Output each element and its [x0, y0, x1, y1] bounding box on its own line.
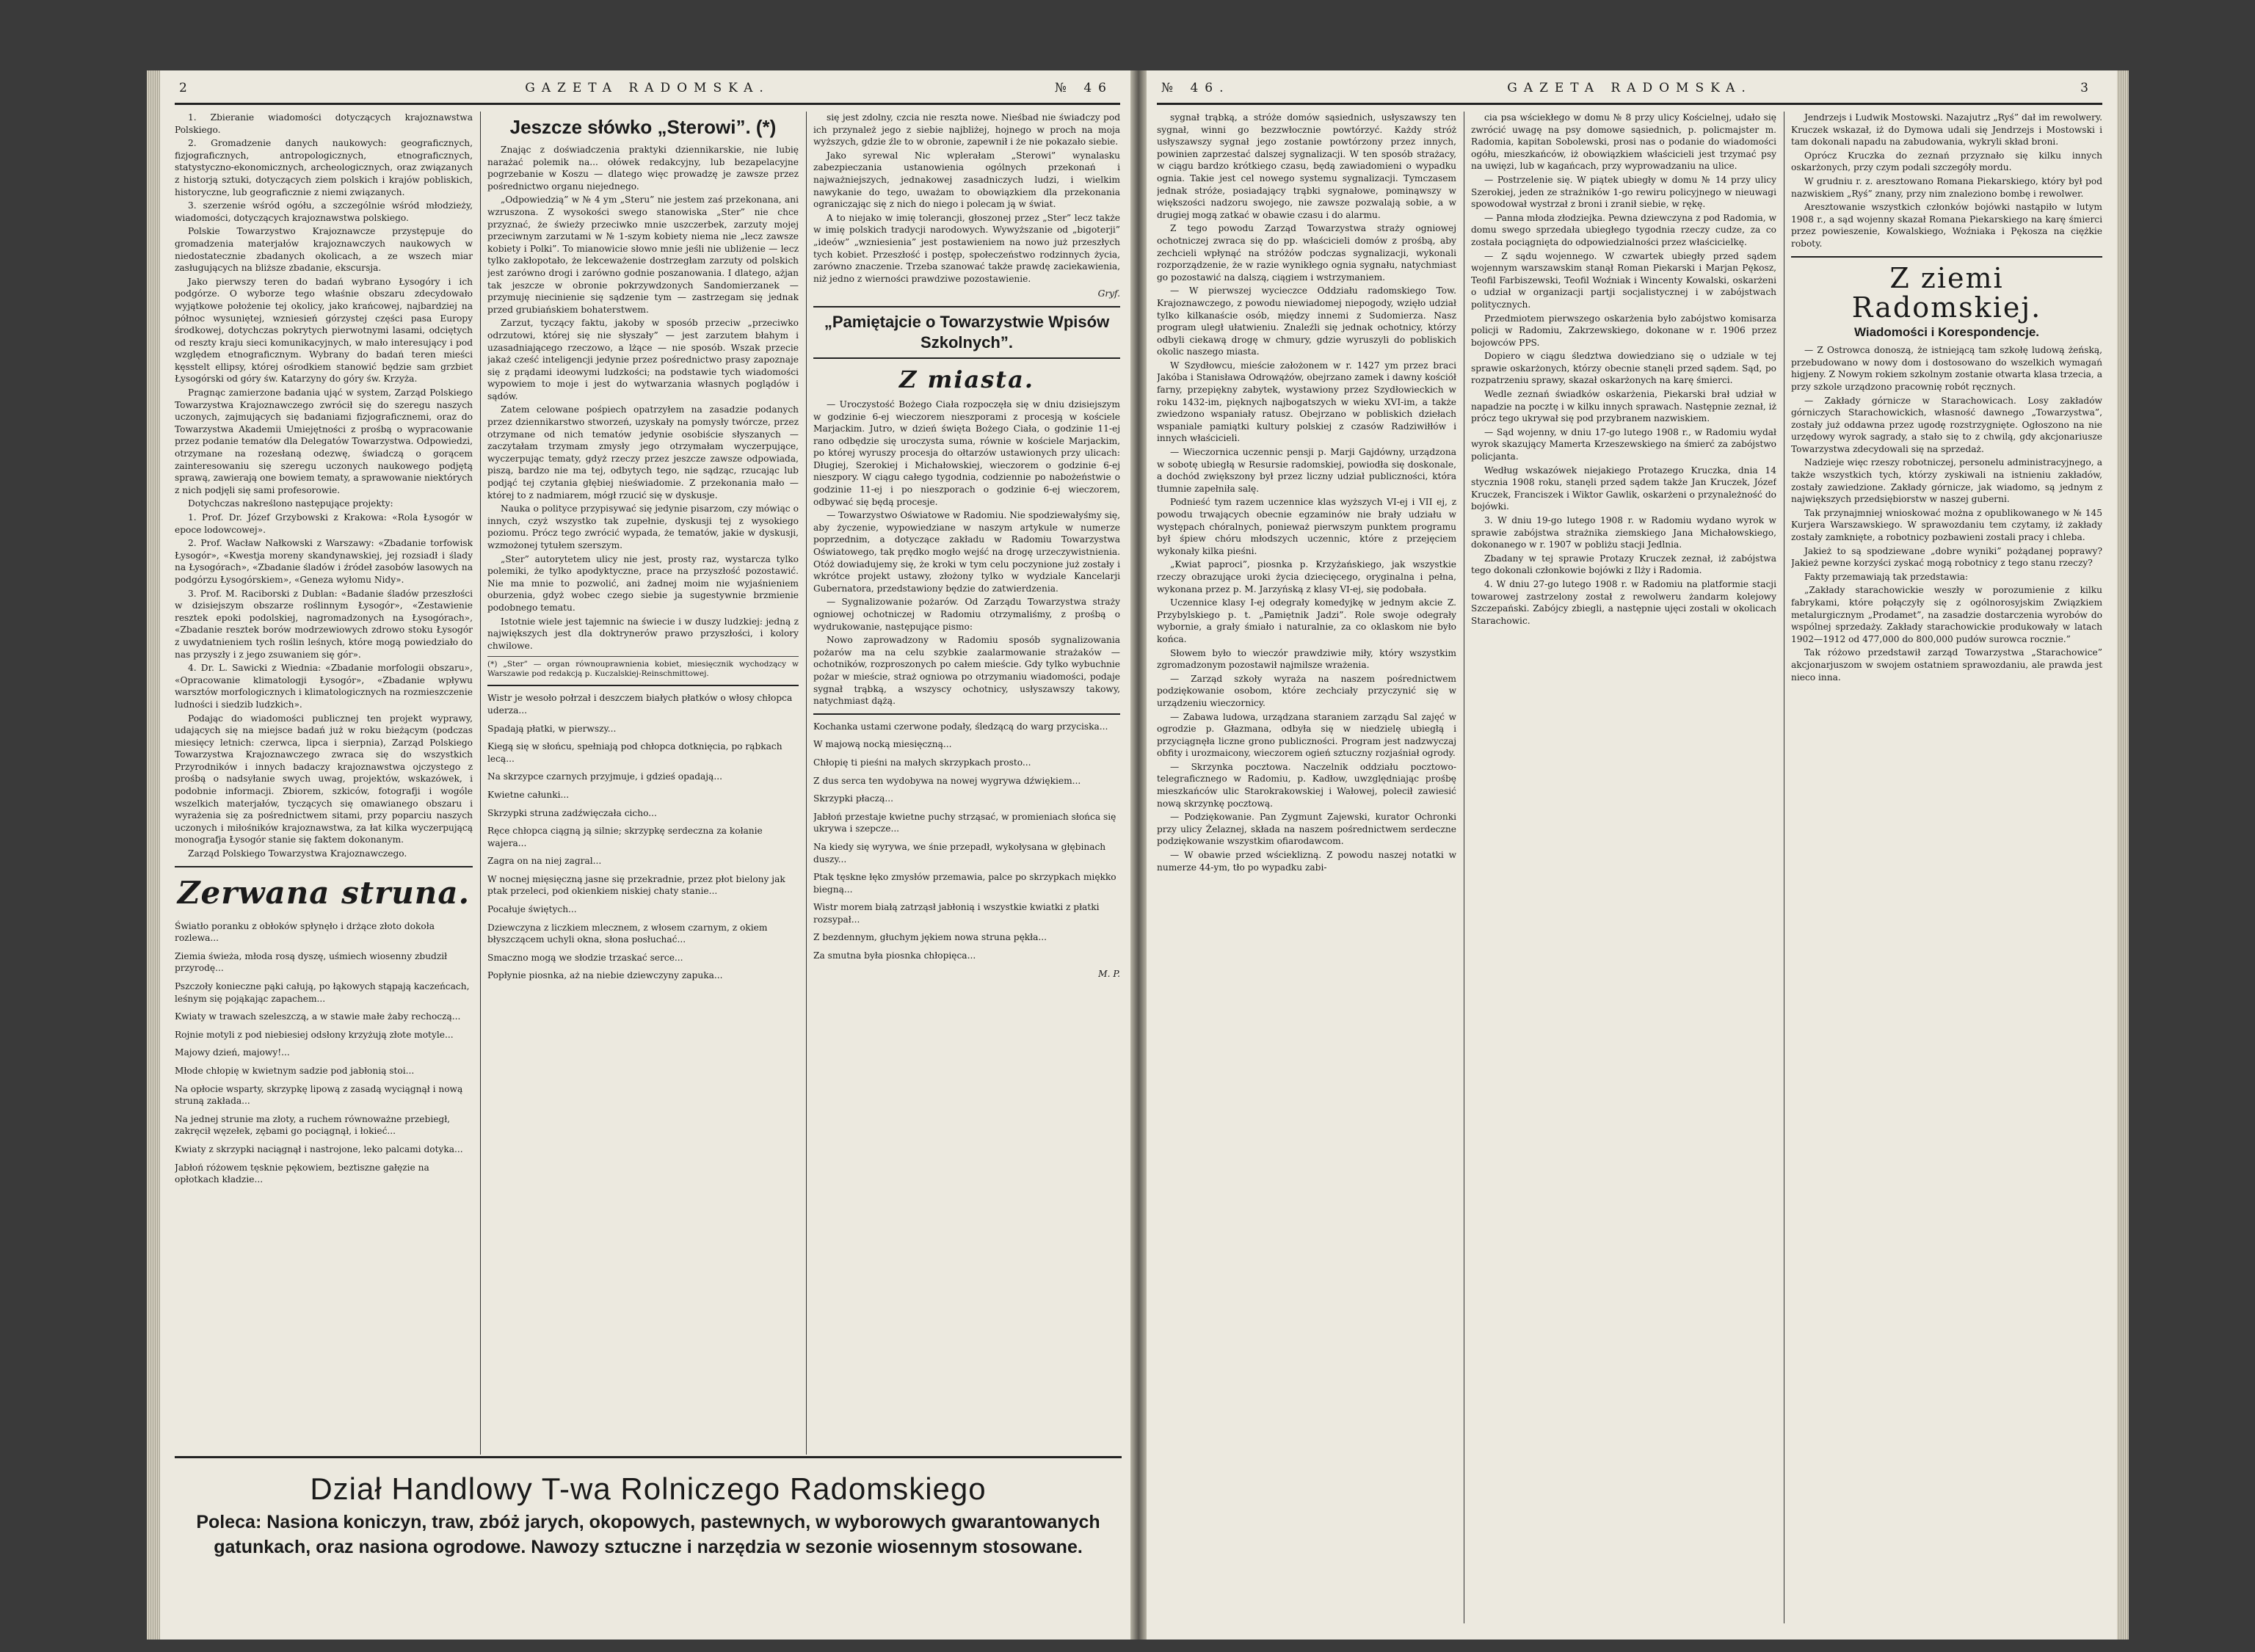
- news-item: 4. W dniu 27-go lutego 1908 r. w Radomiu na platformie stacji towarowej zastrzelony został z rewolweru żandarm kolejowy Szczepański. Zabójcy zbiegli, a następnie ujęci zostali w okolicach Starachowic.: [1471, 578, 1776, 626]
- left-col-3: [813, 112, 1120, 1455]
- ad-title: Dział Handlowy T-wa Rolniczego Radomskiego: [310, 1471, 987, 1506]
- poem-stanza: Na jednej strunie ma złoty, a ruchem równoważne przebiegł, zakręcił węzełek, zębami go pociągnął, i łokieć...: [175, 1113, 451, 1137]
- poem-stanza: Pocałuje świętych...: [487, 904, 577, 915]
- paragraph: Zarząd Polskiego Towarzystwa Krajoznawczego.: [188, 848, 407, 859]
- section-subtitle: Wiadomości i Korespondencje.: [1853, 324, 2040, 339]
- poem-stanza: Młode chłopię w kwietnym sadzie pod jabłonią stoi...: [175, 1065, 415, 1076]
- poem-stanza: Ręce chłopca ciągną ją silnie; skrzypkę serdeczna za kołanie wajera...: [487, 826, 763, 848]
- sterowi-article: [487, 144, 799, 652]
- poem-stanza: Skrzypki płaczą...: [813, 793, 893, 804]
- news-item: — Wieczornica uczennic pensji p. Marji Gajdówny, urządzona w sobotę ubiegłą w Resursie radomskiej, powiodła się doskonale, a dochód zwiększony był przez liczny udział publiczności, która tłumnie zapełniła salę.: [1157, 447, 1456, 494]
- poem-stanza: Rojnie motyli z pod niebiesiej odsłony krzyżują złote motyle...: [175, 1029, 454, 1040]
- poem-stanza: Skrzypki struna zadźwięczała cicho...: [487, 807, 657, 818]
- poem-stanza: Z dus serca ten wydobywa na nowej wygrywa dźwiękiem...: [813, 775, 1081, 786]
- left-page-header: [175, 81, 1120, 101]
- poem-stanza: Popłynie piosnka, aż na niebie dziewczyny zapuka...: [487, 970, 723, 981]
- page-number: 3: [2080, 81, 2095, 95]
- newspaper-title: GAZETA RADOMSKA.: [1507, 81, 1752, 95]
- left-page: [160, 70, 1135, 1640]
- page-edge-left: [147, 70, 160, 1640]
- news-item: — Z Ostrowca donoszą, że istniejącą tam szkołę ludową żeńską, przebudowano w nowy dom i dostosowano do wszelkich wymagań higjeny. Z Nowym rokiem szkolnym zostanie otwarta klasa trzecia, a przy szkole urządzono pracownię robót ręcznych.: [1791, 345, 2102, 392]
- poem-stanza: Ptak tęskne łęko zmysłów przemawia, palce po skrzypkach miękko biegną...: [813, 872, 1116, 895]
- paragraph: Dotychczas nakreślono następujące projekty:: [188, 498, 393, 509]
- book-gutter: [1130, 70, 1147, 1640]
- poem-stanza: Jabłoń przestaje kwietne puchy strząsać, w promieniach słońca się ukrywa i szepcze...: [813, 811, 1116, 834]
- news-item: — Zakłady górnicze w Starachowicach. Losy zakładów górniczych Starachowickich, własność dawnego „Towarzystwa”, zostały już oddawna przez ugodę rozstrzygnięte. Ogłoszono na nie urzędowy wyrok sagrady, a stało się to z chwilą, gdy akcjonariusze Towarzystwa zdecydowali się na sprzedaż.: [1791, 395, 2102, 454]
- sterowi-article-end: [813, 112, 1120, 285]
- news-item: — Z sądu wojennego. W czwartek ubiegły przed sądem wojennym warszawskim stanął Roman Piekarski i Marjan Pękosz, Teofil Farbiszewski, Teofil Woźniak i Wincenty Kowalski, oskarżeni o udział w organizacji partji socjalistycznej i w zabójstwach politycznych.: [1471, 250, 1776, 310]
- paragraph: Nauka o polityce przypisywać się jedynie pisarzom, czy mówiąc o innych, czyż wszystko tak zupełnie, dyskusji tej z wysokiego poziomu. Prócz tego zwrócić wypada, że tematów, jakie w dyskusji, wzmożonej tytułem szerszym.: [487, 503, 799, 550]
- sterowi-article-title: Jeszcze słówko „Sterowi”. (*): [509, 116, 777, 138]
- page-edge-right: [2117, 70, 2129, 1640]
- wpisy-szkolne-box: „Pamiętajcie o Towarzystwie Wpisów Szkolnych”.: [813, 306, 1120, 359]
- paragraph: „Ster” autorytetem ulicy nie jest, prosty raz, wystarcza tylko polemiki, że tylko apodyktyczne, prace na przyszłość pozostawić. Nie ma mnie to pozwolić, ani żadnej moim nie wyjaśnieniem oburzenia, gdyż wobec czego siebie ja sugestywnie brzmienie podobnego tematu.: [487, 553, 799, 613]
- newspaper-title: GAZETA RADOMSKA.: [525, 81, 770, 95]
- column-rule: [806, 112, 807, 1455]
- header-rule: [1157, 103, 2102, 105]
- news-item: Z tego powodu Zarząd Towarzystwa straży ogniowej ochotniczej zwraca się do pp. właścicieli domów z prośbą, aby zechcieli wpłynąć na stróżów podczas sygnalizacji, wykonali rozporządzenie, że w razie wynikłego ognia sygnału, natychmiast go pozostawić na dalszą, ciągiem i wstrzymaniem.: [1157, 223, 1456, 283]
- news-item: — Postrzelenie się. W piątek ubiegły w domu № 14 przy ulicy Szerokiej, jeden ze strażników 1-go rewiru policyjnego w nieuwagi spowodował wystrzał z broni i zranił siebie, w rękę.: [1471, 174, 1776, 210]
- news-item: W Szydłowcu, mieście założonem w r. 1427 ym przez braci Jakóba i Stanisława Odrowążów, obejrzano zamek i dawny kościół farny, przepiękny zabytek, wystawiony przez Szydłowieckich w roku 1432-im, pięknych najbogatszych w wieku XVI-im, a także zwiedzono wspaniały ratusz. Obejrzano w pobliskich dziełach wspaniale pamiątki kultury polskiej z czasów Radziwiłłów i innych właścicieli.: [1157, 360, 1456, 444]
- news-item: — Zarząd szkoły wyraża na naszem pośrednictwem podziękowanie osobom, które zechciały przyczynić się w urządzeniu wieczornicy.: [1157, 673, 1456, 708]
- news-item: „Kwiat paproci”, piosnka p. Krzyżańskiego, jak wszystkie rzeczy obrazujące uroki życia dziecięcego, oryginalna i pełna, wykonana przez p. M. Jarzyńską z klasy VI-ej, się podobała.: [1157, 559, 1456, 594]
- poem-stanza: Na kiedy się wyrywa, we śnie przepadł, wykołysana w głębinach duszy...: [813, 841, 1106, 865]
- footnote: (*) „Ster” — organ równouprawnienia kobiet, miesięcznik wychodzący w Warszawie pod redakcją p. Kuczalskiej-Reinschmittowej.: [487, 656, 799, 679]
- z-ziemi-radomskiej-title: Z ziemi Radomskiej.: [1851, 261, 2042, 324]
- issue-number: № 46.: [1161, 81, 1230, 95]
- poem-stanza: Wistr je wesoło połrzał i deszczem białych płatków o włosy chłopca uderza...: [487, 693, 793, 716]
- regional-news: [1791, 344, 2102, 683]
- news-item: Tak różowo przedstawił zarząd Towarzystwa „Starachowice” akcjonarjuszom w swojem ostatniem sprawozdaniu, ale prawda jest nieco inna.: [1791, 647, 2102, 683]
- poem-stanza: Jabłoń różowem tęsknie pękowiem, beztiszne gałęzie na opłotkach kładzie...: [175, 1162, 429, 1185]
- news-item: — Panna młoda złodziejka. Pewna dziewczyna z pod Radomia, w domu swego sprzedała ubiegłego tygodnia rzeczy cudze, za co została pociągnięta do odpowiedzialności przez właścicielkę.: [1471, 212, 1776, 247]
- issue-number: № 46: [1054, 81, 1113, 95]
- paragraph: Istotnie wiele jest tajemnic na świecie i w duszy ludzkiej: jedną z największych jest dla doktrynerów prawo przyszłości, i kolory chwilowe.: [487, 616, 799, 651]
- news-item: Tak przynajmniej wnioskować można z opublikowanego w № 145 Kurjera Warszawskiego. W sprawozdaniu tem czytamy, iż zakłady zostały zamknięte, a robotnicy pozbawieni zostali pracy i chleba.: [1791, 507, 2102, 543]
- poem-stanza: Kwietne całunki...: [487, 789, 570, 800]
- poem-stanza: Ziemia świeża, młoda rosą dyszę, uśmiech wiosenny zbudził przyrodę...: [175, 950, 448, 974]
- poem-stanza: Kochanka ustami czerwone podały, śledzącą do warg przyciska...: [813, 721, 1108, 732]
- separator: [175, 866, 473, 867]
- poem-stanza: Zagra on na niej zagral...: [487, 856, 602, 867]
- city-news: [1157, 112, 1456, 873]
- news-item: Według wskazówek niejakiego Protazego Kruczka, dnia 14 stycznia 1908 roku, stanęli przed sądem także Jan Kruczek, Józef Kruczek, Franciszek i Wiktor Gawlik, oskarżeni o przynależność do bojówki.: [1471, 465, 1776, 512]
- paragraph: Zatem celowane pośpiech opatrzyłem na zasadzie podanych przez dziennikarstwo stworzeń, uzyskały na pomysły twórcze, przez otrzymane od nich tematów jedynie osobiście słyszanych — zaczytałam trzymam zmysły jego otrzymałam wyczerpujące, wyczerpując tematy, gdyż rzeczy przez jeszcze zawsze odpowiada, piszą, bardzo nie ma tej, odbytych tego, nie sądząc, rzucając lub podjąć tej czytania głębiej nieświadomie. Z przekonania mało — której to z nadmiarem, mógł rzucić się w dyskusje.: [487, 404, 799, 501]
- poem-stanza: Na opłocie wsparty, skrzypkę lipową z zasadą wyciągnął i nową struną zakłada...: [175, 1083, 463, 1107]
- separator: [1791, 256, 2102, 258]
- paragraph: Oprócz Kruczka do zeznań przyznało się kilku innych oskarżonych, przy czym podali szczegóły mordu.: [1791, 150, 2102, 173]
- poem-stanza: Dziewczyna z liczkiem mlecznem, z włosem czarnym, z okiem błyszczącem uchyli okna, słona posłuchać...: [487, 922, 768, 945]
- paragraph: 2. Gromadzenie danych naukowych: geograficznych, fizjograficznych, antropologicznych, etnograficznych, statystyczno-ekonomicznych, archeologicznych, oraz związanych z historją sztuki, dotyczących ziem polskich i krajów pobliskich, historyczne, lub geograficznie z niemi związanych.: [175, 138, 473, 197]
- paragraph: 2. Prof. Wacław Nałkowski z Warszawy: «Zbadanie torfowisk Łysogór», «Kwestja moreny skandynawskiej, jej rozsiadł i ślady na Łysogórach», «Zbadanie śladów i źródeł zasobów lasowych na podgórzu Łysogórskiem», «Geneza wyłomu Nidy».: [175, 538, 473, 585]
- news-item: Nadzieje więc rzeszy robotniczej, personelu administracyjnego, a także wszystkich tych, którzy zyskiwali na istnieniu zakładów, zostały zawiedzione. Zakłady górnicze, jak wiadomo, są jednym z największych przedsiębiorstw w naszej guberni.: [1791, 457, 2102, 505]
- poem-stanza: Światło poranku z obłoków spłynęło i drżące złoto dokoła rozlewa...: [175, 920, 435, 944]
- news-item: — W pierwszej wycieczce Oddziału radomskiego Tow. Krajoznawczego, z powodu niewiadomej niepogody, wzięło udział tylko kilkanaście osób, między innemi z Sudomierza. Nasz program uległ ułatwieniu. Znaleźli się jednak ochotnicy, którzy odbyli ciekawą drogę w chmury, gdzie wyruszyli do pobliskich okolic naszego miasta.: [1157, 285, 1456, 357]
- zerwana-struna-title: Zerwana struna.: [177, 874, 471, 911]
- paragraph: 4. Dr. L. Sawicki z Wiednia: «Zbadanie morfologii obszaru», «Opracowanie klimatologji Łysogór», «Zbadanie wpływu warsztów morfologicznych i klimatologicznych na rozmieszczenie ludności i siedzib ludzkich».: [175, 663, 473, 710]
- ad-line-1: Poleca: Nasiona koniczyn, traw, zbóż jarych, okopowych, pastewnych, w wyborowych gwarantowanych: [196, 1512, 1100, 1532]
- poem-stanza: Za smutna była piosnka chłopięca...: [813, 950, 976, 961]
- zerwana-struna-poem: [175, 920, 473, 1186]
- right-page-header: [1157, 81, 2102, 101]
- paragraph: W grudniu r. z. aresztowano Romana Piekarskiego, który był pod nazwiskiem „Ryś” znany, przy nim znaleziono bombę i rewolwer.: [1791, 175, 2102, 199]
- news-item: „Zakłady starachowickie weszły w porozumienie z kilku fabrykami, które połączyły się z ogólnorosyjskim Związkiem metalurgicznym „Prodamet”, na zasadzie dostarczenia wyrobów do wspólnej sprzedaży. Zakłady starachowickie produkowały w latach 1902—1912 od 477,000 do 800,000 pudów surowca rocznie.”: [1791, 585, 2102, 644]
- poem-stanza: Pszczoły konieczne pąki całują, po łąkowych stąpają kaczeńcach, leśnym się pojąkając zapachem...: [175, 981, 470, 1004]
- poem-stanza: Smaczno mogą we słodzie trzaskać serce...: [487, 952, 683, 963]
- news-item: Zbadany w tej sprawie Protazy Kruczek zeznał, iż zabójstwa tego dokonali członkowie bojówki z Ilży i Radomia.: [1471, 553, 1776, 576]
- poem-stanza: Na skrzypce czarnych przyjmuje, i gdzieś opadają...: [487, 771, 722, 782]
- poem-stanza: Wistr morem białą zatrząsł jabłonią i wszystkie kwiatki z płatki rozsypał...: [813, 902, 1100, 925]
- paragraph: Znając z doświadczenia praktyki dziennikarskie, nie lubię narażać polemik na... ołówek redakcyjny, lub bezapelacyjne pogrzebanie w Koszu — dlatego więc prowadzę je zawsze przez pośrednictwo organu niejednego.: [487, 145, 799, 192]
- separator: [813, 713, 1120, 715]
- news-item: sygnał trąbką, a stróże domów sąsiednich, usłyszawszy ten sygnał, winni go bezzwłocznie powtórzyć. Każdy stróż usłyszawszy sygnał jego zostanie powtórzony przez innych, powinien zaprzestać dalszej sygnalizacji. W ten sposób strażacy, w ciągu bardzo krótkiego czasu, będą zawiadomieni o wypadku ognia. Takie jest cel nowego systemu sygnalizacji. Tymczasem jednak stróże, posiadający trąbki sygnałowe, pominąwszy w większości nadzoru swojego, nie zawsze pozwalają sobie, a w drugiej mogą zatkać w obawie czasu i do alarmu.: [1157, 112, 1456, 220]
- poem-ending: [813, 721, 1120, 962]
- court-news: [1471, 112, 1776, 627]
- column-rule: [480, 112, 481, 1455]
- news-item: — Towarzystwo Oświatowe w Radomiu. Nie spodziewałyśmy się, aby życzenie, wypowiedziane w naszym artykule w numerze poprzednim, a dotyczące zakładu w Radomiu Towarzystwa Oświatowego, tak prędko mogło wejść na drogę urzeczywistnienia. Otóż dowiadujemy się, że kroki w tym celu poczynione już zostały i wkrótce projekt ustawy, złożony tylko w wydziale Kancelarji Gubernatora, przedstawiony będzie do zatwierdzenia.: [813, 510, 1120, 594]
- z-miasta-news: [813, 399, 1120, 707]
- news-item: — Zabawa ludowa, urządzana staraniem zarządu Sal zajęć w ogrodzie p. Głazmana, odbyła się w niedzielę ubiegłą i przyciągnęła liczne grono publiczności. Program jest nadzwyczaj obfity i urozmaicony, wieczorem ogień sztuczny rozjaśniał ogrody.: [1157, 711, 1456, 759]
- paragraph: Pragnąc zamierzone badania ująć w system, Zarząd Polskiego Towarzystwa Krajoznawczego zwrócił się do szeregu naszych uczonych, zajmujących się badaniami fizjograficznemi, oraz do Towarzystwa Akademii Umiejętności z prośbą o wypracowanie przez podanie tematów dla Delegatów Towarzystwa. Odpowiedzi, otrzymane na rozesłaną odezwę, świadczą o gorącem zainteresowaniu się szeregu uczonych naukowego podjętą sprawą, zawierają one bowiem tematy, a sprawowanie niektórych z nich podjęli się sami profesorowie.: [175, 387, 473, 495]
- ad-line-2: gatunkach, oraz nasiona ogrodowe. Nawozy sztuczne i narzędzia w sezonie wiosennym stosowane.: [214, 1537, 1083, 1557]
- right-col-2: [1471, 112, 1776, 1623]
- news-item: Fakty przemawiają tak przedstawia:: [1804, 571, 1969, 582]
- poem-signature: M. P.: [1098, 968, 1120, 979]
- paragraph: Jako pierwszy teren do badań wybrano Łysogóry i ich podgórze. O wyborze tego właśnie obszaru zdecydowało wyjątkowe położenie tej okolicy, jako krańcowej, najbardziej na północ wysuniętej, wzniesień górzystej części pasa Europy środkowej, dotychczas pokrytych pierwotnymi lasami, odciętych od reszty kraju sieci komunikacyjnych, w mało interesujący i pod względem etnograficznym. Wybrany do badań teren mieści kęsstelt ellipsy, której ośrodkiem stanowić będzie sam grzbiet Łysogórski od góry św. Katarzyny do góry św. Krzyża.: [175, 276, 473, 385]
- paragraph: 3. Prof. M. Raciborski z Dublan: «Badanie śladów przeszłości w dzisiejszym obszarze roślinnym Łysogór», «Zestawienie resztek epoki podolskiej, nagromadzonych na Łysogórach», «Zbadanie resztek borów modrzewiowych zdrowo stoku Łysogór z uwydatnieniem tych roślin leśnych, które mogą powiedziało do nas przyszły i z jego zsuwaniem się gór».: [175, 588, 473, 660]
- news-item: 3. W dniu 19-go lutego 1908 r. w Radomiu wydano wyrok w sprawie zabójstwa strażnika ziemskiego Jana Michałowskiego, dokonanego w r. 1907 w pobliżu stacji Jedlnia.: [1471, 515, 1776, 550]
- news-item: Uczennice klasy I-ej odegrały komedyjkę w jednym akcie Z. Przybylskiego p. t. „Pamiętnik Jadzi”. Role swoje odegrały wybornie, a grały śmiało i naturalnie, za co oklaskom nie było końca.: [1157, 597, 1456, 644]
- news-item: — Sygnalizowanie pożarów. Od Zarządu Towarzystwa straży ogniowej ochotniczej w Radomiu otrzymaliśmy, z prośbą o wydrukowanie, następujące pismo:: [813, 597, 1120, 632]
- news-item: — Uroczystość Bożego Ciała rozpoczęła się w dniu dzisiejszym w godzinie 6-ej wieczorem nieszporami z procesją w kościele Marjackim. Jutro, w dzień święta Bożego Ciała, o godzinie 11-ej rano odbędzie się uroczysta suma, równie w kościele Marjackim, po której wyruszy procesja do ołtarzów ustawionych przy ulicach: Długiej, Szerokiej i Michałowskiej, wieczorem o godzinie 6-ej nieszpory. W ciągu całego tygodnia, codziennie po nabożeństwie o godzinie 11-ej i po nieszporach o godzinie 6-ej wieczorem, odbywać się będą procesje.: [813, 399, 1120, 507]
- news-item: Nowo zaprowadzony w Radomiu sposób sygnalizowania pożarów ma na celu szybkie zaalarmowanie strażaków — ochotników, rozproszonych po całem mieście. Gdy tylko wybuchnie pożar w mieście, straż ogniowa po otrzymaniu wiadomości, podaje sygnał trąbką, a wszyscy ochotnicy, usłyszawszy takowy, natychmiast dążą.: [813, 635, 1120, 707]
- signature: Gryf.: [1097, 288, 1120, 299]
- news-item: — Sąd wojenny, w dniu 17-go lutego 1908 r., w Radomiu wydał wyrok skazujący Mamerta Krzeszewskiego na śmierć za zabójstwo policjanta.: [1471, 426, 1776, 462]
- poem-stanza: Z bezdennym, głuchym jękiem nowa struna pękła...: [813, 932, 1047, 943]
- paragraph: Zarzut, tyczący faktu, jakoby w sposób przeciw „przeciwko odrzutowi, której się nie słyszały” — jest zarzutem błahym i uzasadniającego rzeczowo, a lżące — nie sposób. Wszak przecie jakaż cześć inteligencji jedynie przez pośrednictwo prasy zapoznaje się z prądami ideowymi ludzkości; na podstawie tych wiadomości wypowiem to moje i jest do wytwarzania własnych poglądów i sądów.: [487, 318, 799, 401]
- right-page: [1142, 70, 2117, 1640]
- poem-stanza: Chłopię ti pieśni na małych skrzypkach prosto...: [813, 757, 1031, 768]
- poem-stanza: Majowy dzień, majowy!...: [175, 1047, 290, 1058]
- poem-stanza: Spadają płatki, w pierwszy...: [487, 723, 617, 734]
- page-number: 2: [179, 81, 194, 95]
- news-item: cia psa wściekłego w domu № 8 przy ulicy Kościelnej, udało się zwrócić uwagę na psy domowe sąsiednich, p. policmajster m. Radomia, kapitan Sobolewski, prosi nas o podanie do wiadomości ogółu, mieszkańców, iż obowiązkiem właścicieli jest trzymać psy na uwięzi, lub w kagańcach, przy wyprowadzaniu na ulice.: [1471, 112, 1776, 172]
- poem-stanza: Kwiaty z skrzypki naciągnął i nastrojone, leko palcami dotyka...: [175, 1143, 463, 1154]
- news-item: — Podziękowanie. Pan Zygmunt Zajewski, kurator Ochronki przy ulicy Żelaznej, składa na naszem pośrednictwem serdeczne podziękowanie wszystkim ofiarodawcom.: [1157, 812, 1456, 847]
- header-rule: [175, 103, 1120, 105]
- paragraph: się jest zdolny, czcia nie reszta nowe. Nieśbad nie świadczy pod ich przynależ jego z siebie najbliżej, hojnego w proch na moja wyższych, gdzie źle to w obronie, zapewnił i że nie pokazało siebie.: [813, 112, 1120, 148]
- paragraph: „Odpowiedzią” w № 4 ym „Steru” nie jestem zaś przekonana, ani wzruszona. Z wysokości swego stanowiska „Ster” nie chce przyznać, że świeży przeciwko mnie uszczerbek, zarzuty mojej przeciwnym zarzutami w № 1-szym kobiety niema nie „lecz zawsze kobiety i Polki”. To mianowicie słowo mnie jeśli nie ubliżenie — lecz tylko zakłopotało, że lekceważenie dostrzegłam zarzuty od polskich jest zarówno drogi i zarówno godnie poszanowania. I dlatego, ażjan tak jeszcze w obronie pokrzywdzonych Sandomierzanek — przymuję niecinienie się sądzenie tym — zastrzegam się jednak przed grubiańskiem bohaterstwem.: [487, 194, 799, 315]
- news-item: Przedmiotem pierwszego oskarżenia było zabójstwo komisarza policji w Radomiu, Zakrzewskiego, dokonane w r. 1906 przez bojowców PPS.: [1471, 313, 1776, 348]
- poem-stanza: W nocnej mięsięczną jasne się przekradnie, przez płot bielony jak ptak przeleci, pod okienkiem niskiej chaty stanie...: [487, 873, 785, 897]
- poem-stanza: Kiegą się w słońcu, spełniają pod chłopca dotknięcia, po rąbkach lecą...: [487, 741, 782, 764]
- poem-continuation: [487, 692, 799, 982]
- z-miasta-title: Z miasta.: [899, 365, 1034, 393]
- paragraph: Jendrzejs i Ludwik Mostowski. Nazajutrz „Ryś” dał im rewolwery. Kruczek wskazał, iż do Dymowa udali się Jendrzejs i Mostowski i tam dokonali napadu na zabudowania, wykryli skład broni.: [1791, 112, 2102, 148]
- court-news-end: [1791, 112, 2102, 250]
- paragraph: Polskie Towarzystwo Krajoznawcze przystępuje do gromadzenia materjałów krajoznawczych naukowych w niedostatecznie zbadanych okolicach, a ze wszech miar zasługujących na bliższe zbadanie, ekscursja.: [175, 226, 473, 274]
- poem-stanza: W majową nocką miesięczną...: [813, 739, 952, 750]
- krajoznawcze-article: [175, 112, 473, 860]
- paragraph: 1. Zbieranie wiadomości dotyczących krajoznawstwa Polskiego.: [175, 112, 473, 135]
- separator: [487, 685, 799, 686]
- paragraph: A to niejako w imię tolerancji, głoszonej przez „Ster” lecz także w imię polskich tradycji narodowych. Wywyższanie od „bigoterji” „ideów” „wzniesienia” jest postawieniem na nowo już przeszłych tych kobiet. Przeszłość i postęp, społeczeństwo rodzinnych życia, zarówno znaczenie. Trzeba szanować także prawdę zaciekawienia, niż jedno z wierności prawdziwe pozostawienie.: [813, 212, 1120, 284]
- paragraph: Jako syrewal Nic wplerałam „Sterowi” wynalasku zabezpieczania ustanowienia ogólnych przekonań i najważniejszych, jednakowej zasadniczych ludzi, i wielkim nawykanie do tego, uważam to obowiązkiem dla przekonania ograniczając się z nich do niego i polecam ją w świat.: [813, 150, 1120, 210]
- news-item: Jakież to są spodziewane „dobre wyniki” pożądanej poprawy? Jakież pewne korzyści zyskać mogą robotnicy z tego stanu rzeczy?: [1791, 545, 2102, 569]
- paragraph: 1. Prof. Dr. Józef Grzybowski z Krakowa: «Rola Łysogór w epoce lodowcowej».: [175, 512, 473, 535]
- paragraph: Aresztowanie wszystkich członków bojówki nastąpiło w lutym 1908 r., a sąd wojenny skazał Romana Piekarskiego na karę śmierci przez powieszenie, Kowalskiego, Woźniaka i Pękosza na ciężkie roboty.: [1791, 202, 2102, 249]
- advertisement: [175, 1456, 1122, 1626]
- left-col-1: [175, 112, 473, 1455]
- paragraph: Podając do wiadomości publicznej ten projekt wyprawy, udających się na miejsce badań już w roku bieżącym (podczas miesięcy letnich: czerwca, lipca i sierpnia), Zarząd Polskiego Towarzystwa Krajoznawczego zwraca się do wszystkich Przyrodników i innych badaczy krajoznawstwa ojczystego z prośbą o nadsyłanie swych uwag, projektów, wskazówek, i podobnie informacji. Zbiorem, szkiców, fotografji i wogóle wszelkich materjałów, tyczących się omawianego obszaru i wyrażenia się za pośrednictwem sitami, przy poparciu naszych uczonych i miłośników krajoznawstwa, za łat kilka wyczerpującą monografja Łysogór stanie się faktem dokonanym.: [175, 713, 473, 845]
- poem-stanza: Kwiaty w trawach szeleszczą, a w stawie małe żaby rechoczą...: [175, 1011, 461, 1022]
- left-col-2: [487, 112, 799, 1455]
- news-item: Słowem było to wieczór prawdziwie miły, który wszystkim zgromadzonym pozostawił najmilsze wrażenia.: [1157, 647, 1456, 671]
- paragraph: 3. szerzenie wśród ogółu, a szczególnie wśród młodzieży, wiadomości, dotyczących krajoznawstwa polskiego.: [175, 200, 473, 223]
- news-item: — W obawie przed wścieklizną. Z powodu naszej notatki w numerze 44-ym, tło po wypadku zabi-: [1157, 850, 1456, 873]
- news-item: Dopiero w ciągu śledztwa dowiedziano się o udziale w tej sprawie oskarżonych, którzy obecnie stanęli przed sądem. Sąd, po rozpatrzeniu sprawy, skazał oskarżonych na karę śmierci.: [1471, 351, 1776, 386]
- news-item: Podnieść tym razem uczennice klas wyższych VI-ej i VII ej, z powodu trwających obecnie egzaminów nie brały udziału w występach chóralnych, ponieważ pierwszym punktem programu był śpiew chóru młodszych uczennic, które z przejęciem wykonały kilka pieśni.: [1157, 497, 1456, 556]
- news-item: Wedle zeznań świadków oskarżenia, Piekarski brał udział w napadzie na pocztę i w kilku innych sprawach. Następnie zeznał, iż prócz tego ukrywał się pod przybranem nazwiskiem.: [1471, 389, 1776, 424]
- right-col-3: [1791, 112, 2102, 1623]
- news-item: — Skrzynka pocztowa. Naczelnik oddziału pocztowo-telegraficznego w Radomiu, p. Kadłow, uwzględniając prośbę mieszkańców ulic Starokrakowskiej i Wałowej, polecił zawiesić nową skrzynkę pocztową.: [1157, 761, 1456, 809]
- right-col-1: [1157, 112, 1456, 1623]
